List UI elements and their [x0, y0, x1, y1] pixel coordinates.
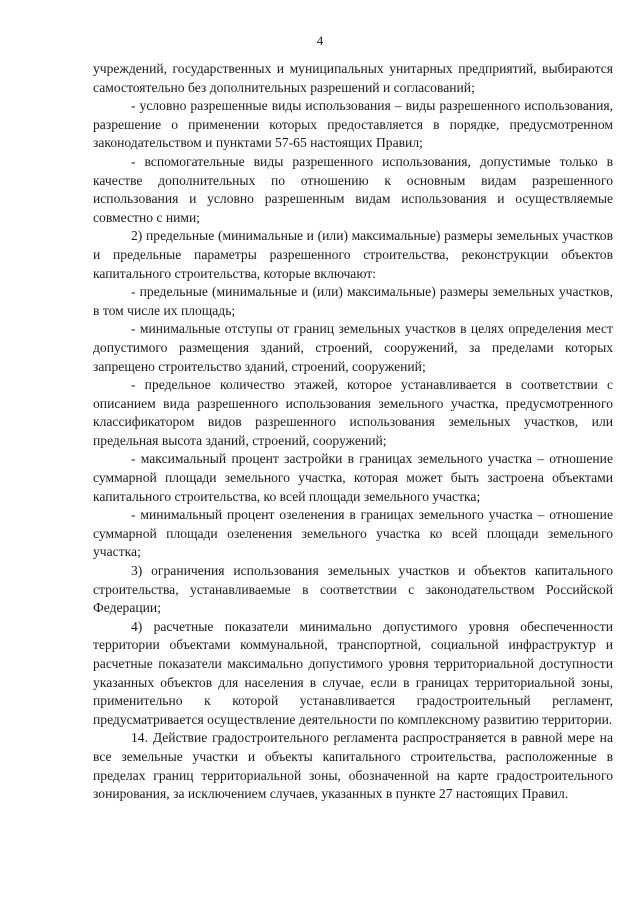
page-number: 4	[316, 33, 324, 48]
paragraph-continuation: учреждений, государственных и муниципальных унитарных предприятий, выбираются самостоятельно без дополнительных разрешений и согласований;	[93, 61, 613, 95]
paragraph-item-4: 4) расчетные показатели минимально допустимого уровня обеспеченности территории объектами коммунальной, транспортной, социальной инфраструктур и расчетные показатели максимально допустимого уровня территориальной доступности указанных объектов для населения в случае, если в границах территориальной зоны, применительно к которой устанавливается градостроительный регламент, предусматривается осуществление деятельности по комплексному развитию территории.	[93, 618, 613, 727]
paragraph-clause-14: 14. Действие градостроительного регламента распространяется в равной мере на все земельные участки и объекты капитального строительства, расположенные в пределах границ территориальной зоны, обозначенной на карте градостроительного зонирования, за исключением случаев, указанных в пункте 27 настоящих Правил.	[93, 730, 613, 802]
document-body	[93, 60, 613, 804]
paragraph-item-2: 2) предельные (минимальные и (или) максимальные) размеры земельных участков и предельные параметры разрешенного строительства, реконструкции объектов капитального строительства, которые включают:	[93, 228, 613, 281]
paragraph-greening: - минимальный процент озеленения в границах земельного участка – отношение суммарной площади озеленения земельного участка ко всей площади земельного участка;	[93, 507, 613, 560]
paragraph-setbacks: - минимальные отступы от границ земельных участков в целях определения мест допустимого размещения зданий, строений, сооружений, за пределами которых запрещено строительство зданий, строений, сооружений;	[93, 321, 613, 374]
paragraph-auxiliary-uses: - вспомогательные виды разрешенного использования, допустимые только в качестве дополнительных по отношению к основным видам разрешенного использования и условно разрешенным видам использования и осуществляемые совместно с ними;	[93, 153, 613, 225]
paragraph-item-3: 3) ограничения использования земельных участков и объектов капитального строительства, устанавливаемые в соответствии с законодательством Российской Федерации;	[93, 563, 613, 616]
paragraph-conditional-uses: - условно разрешенные виды использования – виды разрешенного использования, разрешение о применении которых предоставляется в порядке, предусмотренном законодательством и пунктами 57-65 настоящих Правил;	[93, 98, 613, 151]
paragraph-building-coverage: - максимальный процент застройки в границах земельного участка – отношение суммарной площади земельного участка, которая может быть застроена объектами капитального строительства, ко всей площади земельного участка;	[93, 451, 613, 504]
paragraph-plot-sizes: - предельные (минимальные и (или) максимальные) размеры земельных участков, в том числе их площадь;	[93, 284, 613, 318]
paragraph-floors: - предельное количество этажей, которое устанавливается в соответствии с описанием вида разрешенного использования земельного участка, предусмотренного классификатором видов разрешенного использования земельных участков, или предельная высота зданий, строений, сооружений;	[93, 377, 613, 448]
